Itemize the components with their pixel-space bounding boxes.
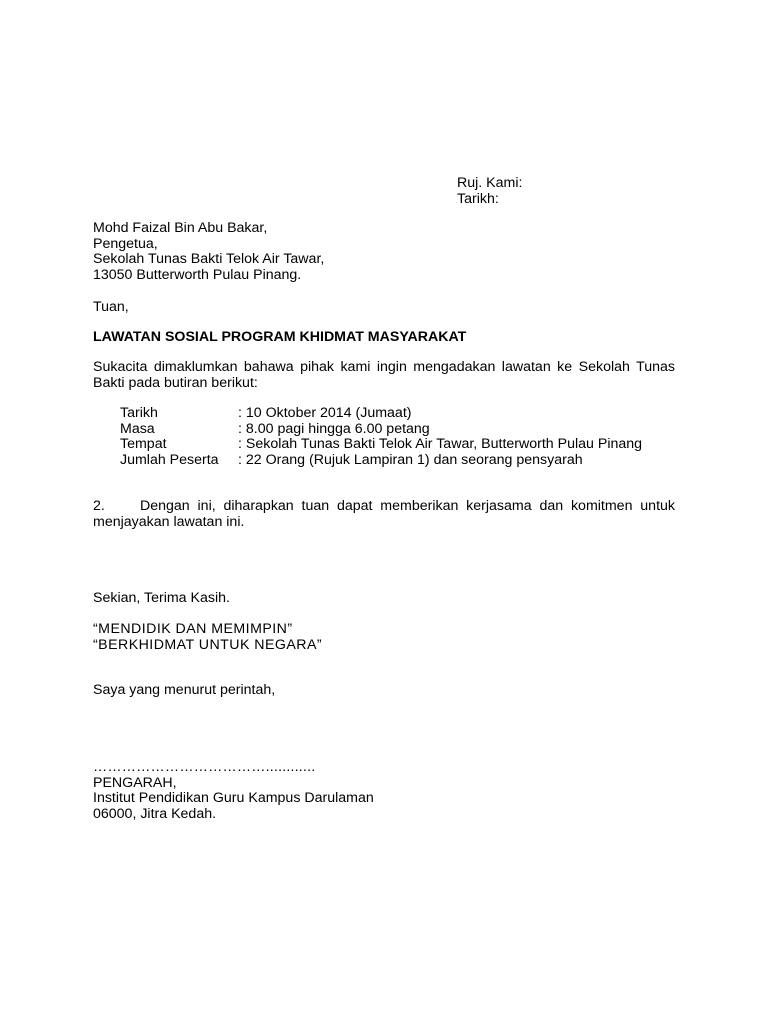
recipient-school: Sekolah Tunas Bakti Telok Air Tawar,: [93, 251, 325, 267]
detail-value: : 22 Orang (Rujuk Lampiran 1) dan seorang pensyarah: [238, 451, 583, 468]
closing-line: Sekian, Terima Kasih.: [93, 590, 230, 606]
salutation: Tuan,: [93, 299, 129, 315]
motto-line-1: “MENDIDIK DAN MEMIMPIN”: [93, 621, 293, 637]
signatory-title: PENGARAH,: [93, 774, 177, 791]
detail-value: : Sekolah Tunas Bakti Telok Air Tawar, Butterworth Pulau Pinang: [238, 436, 643, 452]
date-label: Tarikh:: [457, 190, 499, 207]
visit-details: [120, 406, 642, 468]
detail-value: : 8.00 pagi hingga 6.00 petang: [238, 420, 430, 437]
second-paragraph: [93, 499, 675, 530]
motto-line-2: “BERKHIDMAT UNTUK NEGARA”: [93, 636, 323, 653]
reference-block: [457, 176, 522, 207]
paragraph-number: 2.: [93, 498, 105, 514]
detail-label: Tempat: [120, 436, 167, 452]
recipient-address: [93, 221, 324, 283]
recipient-name: Mohd Faizal Bin Abu Bakar,: [93, 220, 268, 236]
detail-row-participants: [120, 453, 642, 469]
detail-label: Masa: [120, 420, 155, 437]
signoff-line: Saya yang menurut perintah,: [93, 682, 276, 698]
detail-label: Tarikh: [120, 405, 158, 421]
recipient-title: Pengetua,: [93, 235, 158, 252]
detail-value: : 10 Oktober 2014 (Jumaat): [238, 405, 412, 421]
detail-label: Jumlah Peserta: [120, 451, 219, 468]
recipient-city: 13050 Butterworth Pulau Pinang.: [93, 266, 302, 283]
motto-block: [93, 622, 322, 653]
signatory-institution: Institut Pendidikan Guru Kampus Darulaman: [93, 790, 374, 806]
intro-paragraph: Sukacita dimaklumkan bahawa pihak kami ingin mengadakan lawatan ke Sekolah Tunas Bakti pada butiran berikut:: [93, 359, 675, 391]
reference-number-label: Ruj. Kami:: [457, 175, 523, 191]
detail-row-time: [120, 422, 642, 438]
signature-line: ………………………………............: [93, 759, 316, 775]
detail-row-place: [120, 437, 642, 453]
paragraph-text: Dengan ini, diharapkan tuan dapat memberikan kerjasama dan komitmen untuk menjayakan lawatan ini.: [93, 498, 675, 530]
signatory-address: 06000, Jitra Kedah.: [93, 805, 217, 822]
signature-block: [93, 760, 374, 822]
letter-subject: LAWATAN SOSIAL PROGRAM KHIDMAT MASYARAKAT: [93, 329, 467, 345]
detail-row-date: [120, 406, 642, 422]
